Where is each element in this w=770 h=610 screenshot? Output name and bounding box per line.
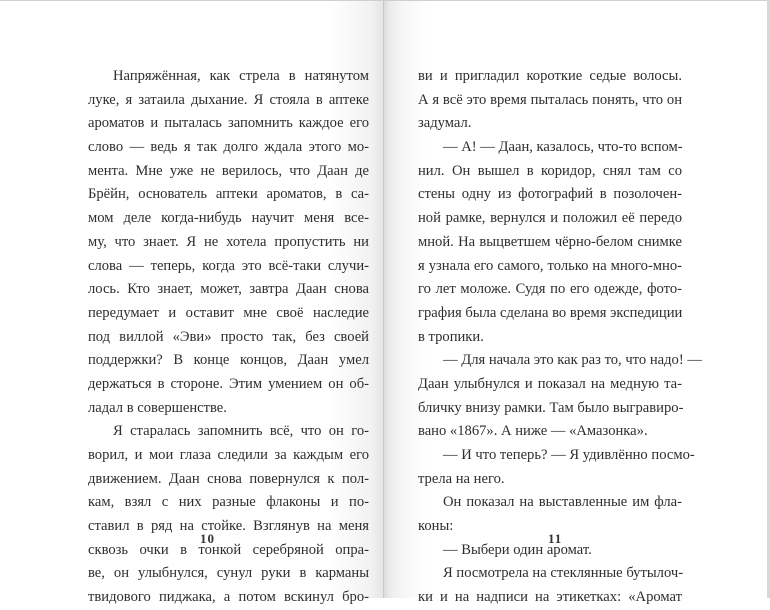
text-line: мента. Мне уже не верилось, что Даан де bbox=[88, 162, 369, 179]
text-line: му, что знает. Я не хотела пропустить ни bbox=[88, 233, 369, 250]
left-page-text bbox=[88, 65, 369, 610]
text-line: мом деле когда-нибудь научит меня все- bbox=[88, 210, 369, 227]
page-number-right: 11 bbox=[548, 531, 563, 546]
text-line: ворил, и мои глаза следили за каждым его bbox=[88, 447, 369, 463]
left-page bbox=[0, 1, 383, 606]
text-line: ви и пригладил короткие седые волосы. bbox=[418, 68, 682, 84]
text-line: нил. Он вышел в коридор, снял там со bbox=[418, 162, 682, 179]
right-page bbox=[383, 1, 768, 606]
text-line: лось. Кто знает, может, завтра Даан снова bbox=[88, 281, 369, 298]
text-line: ставил в ряд на стойке. Взглянув на меня bbox=[88, 518, 369, 535]
text-line: в тропики. bbox=[418, 328, 484, 345]
text-line: Напряжённая, как стрела в натянутом bbox=[113, 68, 369, 84]
text-line: луке, я затаила дыхание. Я стояла в аптеке bbox=[88, 91, 369, 108]
text-line: Брёйн, основатель аптеки ароматов, в са- bbox=[88, 186, 369, 203]
text-line: го лет моложе. Судя по его одежде, фото- bbox=[418, 281, 682, 298]
text-line: сквозь очки в тонкой серебряной опра- bbox=[88, 541, 369, 558]
text-line: А я всё это время пыталась понять, что он bbox=[418, 91, 682, 108]
text-line: слова — теперь, когда это всё-таки случи- bbox=[88, 257, 369, 274]
text-line: ки и на надписи на этикетках: «Аромат bbox=[418, 589, 682, 606]
text-line: стены одну из фотографий в позолочен- bbox=[418, 186, 682, 203]
text-line: Даан улыбнулся и показал на медную та- bbox=[418, 375, 682, 392]
text-line: коны: bbox=[418, 518, 454, 535]
text-line: ладал в совершенстве. bbox=[88, 399, 227, 416]
text-line: движением. Даан снова повернулся к пол- bbox=[88, 470, 369, 487]
text-line: кам, взял с них разные флаконы и по- bbox=[88, 494, 369, 511]
text-line: слово — ведь я так долго ждала этого мо- bbox=[88, 139, 369, 156]
text-line: поддержки? В конце концов, Даан умел bbox=[88, 352, 369, 369]
text-line: графия была сделана во время экспедиции bbox=[418, 304, 683, 321]
text-line: ароматов и пыталась запомнить каждое его bbox=[88, 115, 369, 132]
right-page-text bbox=[418, 65, 702, 610]
text-line: передумает и оставит мне своё наследие bbox=[88, 304, 369, 321]
text-line: — А! — Даан, казалось, что-то вспом- bbox=[443, 139, 683, 156]
text-line: Я посмотрела на стеклянные бутылоч- bbox=[443, 565, 684, 582]
text-line: — Для начала это как раз то, что надо! — bbox=[443, 352, 702, 369]
text-line: трела на него. bbox=[418, 470, 505, 487]
text-line: Он показал на выставленные им фла- bbox=[443, 494, 682, 511]
text-line: вано «1867». А ниже — «Амазонка». bbox=[418, 423, 648, 440]
text-line: мной. На выцветшем чёрно-белом снимке bbox=[418, 233, 682, 250]
text-line: ве, он улыбнулся, сунул руки в карманы bbox=[88, 565, 369, 582]
text-line: задумал. bbox=[418, 115, 472, 132]
text-line: Я старалась запомнить всё, что он го- bbox=[113, 423, 369, 440]
text-line: ной рамке, вернулся и положил её передо bbox=[418, 210, 682, 227]
text-line: — И что теперь? — Я удивлённо посмо- bbox=[443, 447, 695, 463]
text-line: держаться в стороне. Этим умением он об- bbox=[88, 375, 369, 392]
text-line: я узнала его самого, только на много-мно- bbox=[418, 257, 682, 274]
page-number-left: 10 bbox=[200, 531, 215, 546]
text-line: под виллой «Эви» просто так, без своей bbox=[88, 328, 369, 345]
text-line: — Выбери один аромат. bbox=[443, 541, 592, 558]
text-line: твидового пиджака, а потом вскинул бро- bbox=[88, 589, 369, 606]
text-line: бличку внизу рамки. Там было выгравиро- bbox=[418, 399, 684, 416]
